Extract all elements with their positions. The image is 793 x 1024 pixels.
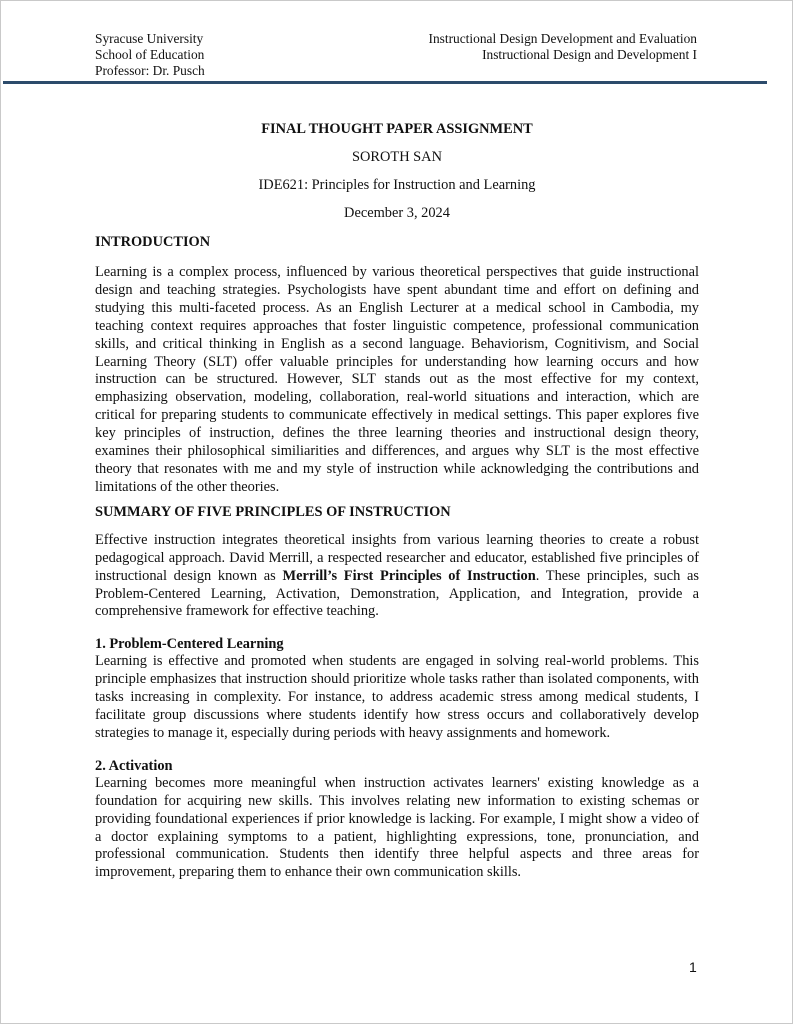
summary-text-after: . These principles, such as Problem-Centered Learning, Activation, Demonstration, Application, and Integration, provide a comprehensive framework for effective teaching. [95,567,699,620]
paper-date: December 3, 2024 [344,205,450,221]
header-course-series: Instructional Design and Development I [482,46,697,62]
summary-text-before: Effective instruction integrates theoretical insights from various learning theories to create a robust pedagogical approach. David Merrill, a respected researcher and educator, established five principles of instructional design known as [95,531,699,584]
principle-2-paragraph: Learning becomes more meaningful when instruction activates learners' existing knowledge as a foundation for acquiring new skills. This involves relating new information to existing schemas or providing foundational experiences if prior knowledge is lacking. For example, I might show a video of a doctor explaining symptoms to a patient, highlighting expressions, tone, pronunciation, and professional communication. Students then identify three helpful aspects and three areas for improvement, preparing them to enhance their own communication skills. [95,774,699,881]
paper-author: SOROTH SAN [352,149,442,165]
header-right [429,31,698,63]
header-left [95,31,205,78]
paper-title: FINAL THOUGHT PAPER ASSIGNMENT [261,121,533,137]
header-professor: Professor: Dr. Pusch [95,62,205,78]
summary-text-bold: Merrill’s First Principles of Instruction [282,567,536,584]
introduction-paragraph: Learning is a complex process, influenced by various theoretical perspectives that guide instructional design and teaching strategies. Psychologists have spent abundant time and effort on defining and studying this multi-faceted process. As an English Lecturer at a medical school in Cambodia, my teaching context requires approaches that foster linguistic competence, professional communication skills, and critical thinking in English as a second language. Behaviorism, Cognitivism, and Social Learning Theory (SLT) offer valuable principles for understanding how learning occurs and how instruction can be structured. However, SLT stands out as the most effective for my context, emphasizing observation, modeling, collaboration, real-world situations and interaction, which are critical for preparing students to communicate effectively in medical settings. This paper explores five key principles of instruction, defines the three learning theories and instructional design theory, examines their philosophical similiarities and differences, and argues why SLT is the most effective theory that resonates with me and my style of instruction while acknowledging the contributions and limitations of the other theories. [95,264,699,495]
summary-heading: SUMMARY OF FIVE PRINCIPLES OF INSTRUCTION [95,503,451,520]
principle-1-heading: 1. Problem-Centered Learning [95,636,284,653]
header-school: School of Education [95,46,205,62]
header-program: Instructional Design Development and Evaluation [428,31,697,46]
principle-1-paragraph: Learning is effective and promoted when students are engaged in solving real-world problems. This principle emphasizes that instruction should prioritize whole tasks rather than isolated components, with tasks increasing in complexity. For instance, to address academic stress among medical students, I facilitate group discussions where students identify how stress occurs and collaboratively develop strategies to manage it, especially during periods with heavy assignments and homework. [95,653,699,741]
header-divider [3,81,767,84]
introduction-heading: INTRODUCTION [95,234,211,250]
paper-body [95,121,699,882]
page-number: 1 [689,959,697,975]
summary-paragraph [95,532,699,622]
principle-2-heading: 2. Activation [95,757,173,774]
paper-course: IDE621: Principles for Instruction and Learning [258,177,536,193]
header-university: Syracuse University [95,31,204,46]
